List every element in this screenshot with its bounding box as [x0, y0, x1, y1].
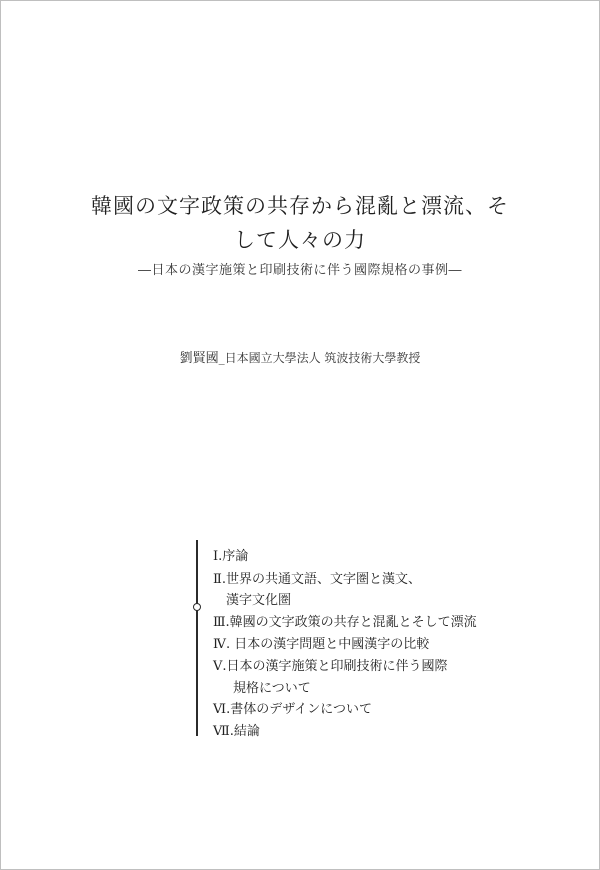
toc-item-4: Ⅳ. 日本の漢字問題と中國漢字の比較: [213, 637, 430, 652]
title-line-2: して人々の力: [234, 228, 366, 252]
author-name: 劉賢國: [179, 351, 219, 366]
toc-bar-lower: [196, 610, 198, 736]
toc-item-3: Ⅲ.韓國の文字政策の共存と混亂とそして漂流: [213, 615, 477, 630]
toc-bar-upper: [196, 540, 198, 604]
toc-item-5: Ⅴ.日本の漢字施策と印刷技術に伴う國際: [213, 659, 448, 674]
title-line-1: 韓國の文字政策の共存から混亂と漂流、そ: [91, 194, 509, 218]
author-line: [0, 347, 600, 366]
toc-item-7: Ⅶ.結論: [213, 724, 260, 739]
toc-item-2: Ⅱ.世界の共通文語、文字圏と漢文、: [213, 572, 421, 587]
toc-item-1: Ⅰ.序論: [213, 549, 249, 564]
author-affiliation: _日本國立大學法人 筑波技術大學教授: [218, 351, 421, 365]
toc-item-5-continued: 規格について: [233, 681, 311, 696]
toc-item-6: Ⅵ.書体のデザインについて: [213, 702, 373, 717]
toc-item-2-continued: 漢字文化圏: [226, 593, 292, 608]
subtitle: ―日本の漢字施策と印刷技術に伴う國際規格の事例―: [137, 263, 462, 278]
